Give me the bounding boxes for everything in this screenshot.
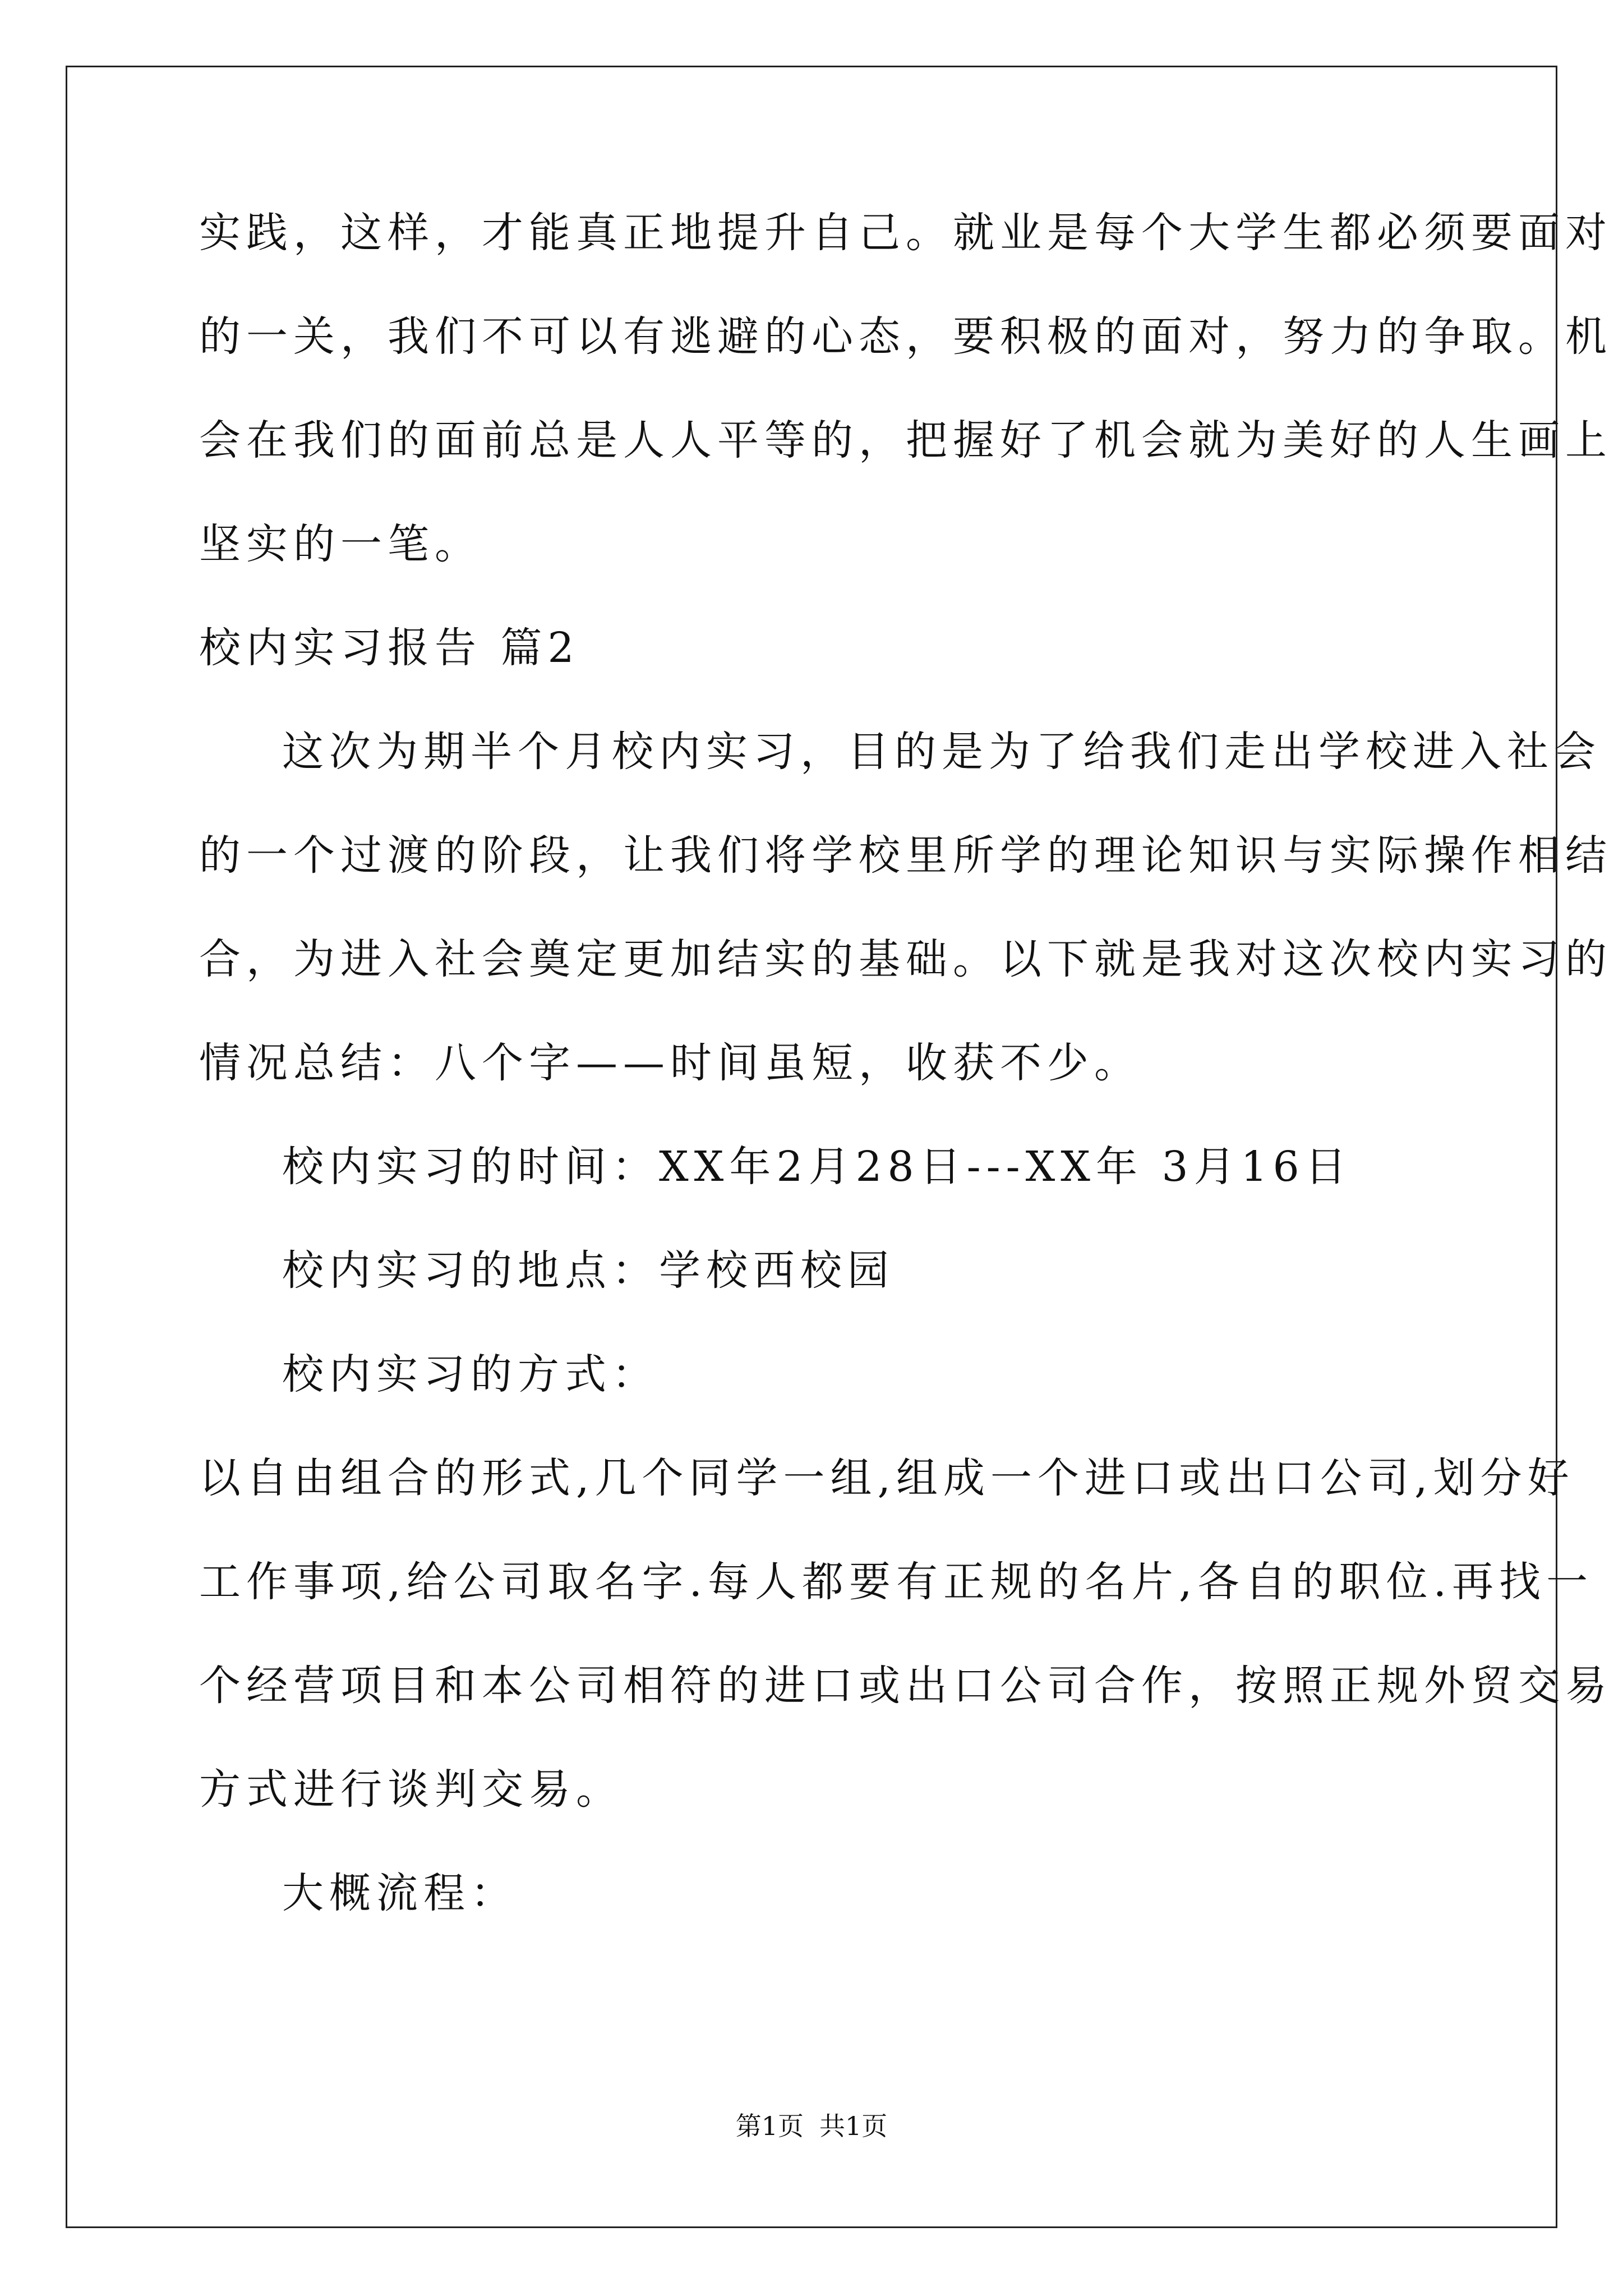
paragraph-line: 以自由组合的形式,几个同学一组,组成一个进口或出口公司,划分好 (199, 1454, 1575, 1502)
paragraph-line: 会在我们的面前总是人人平等的，把握好了机会就为美好的人生画上 (199, 416, 1612, 464)
paragraph-line: 的一关，我们不可以有逃避的心态，要积极的面对，努力的争取。机 (199, 312, 1612, 361)
section-heading: 校内实习报告 篇2 (199, 624, 580, 672)
paragraph-line: 工作事项,给公司取名字.每人都要有正规的名片,各自的职位.再找一 (199, 1558, 1594, 1606)
paragraph-line: 方式进行谈判交易。 (199, 1765, 623, 1814)
paragraph-line: 实践，这样，才能真正地提升自己。就业是每个大学生都必须要面对 (199, 209, 1612, 257)
page-total: 共1页 (819, 2111, 888, 2141)
paragraph-line: 情况总结：八个字——时间虽短，收获不少。 (199, 1039, 1141, 1087)
info-time: 校内实习的时间：XX年2月28日---XX年 3月16日 (282, 1143, 1352, 1191)
paragraph-line: 的一个过渡的阶段，让我们将学校里所学的理论知识与实际操作相结 (199, 831, 1612, 880)
paragraph-line: 合，为进入社会奠定更加结实的基础。以下就是我对这次校内实习的 (199, 935, 1612, 983)
page-number: 第1页 (735, 2111, 804, 2141)
process-label: 大概流程： (282, 1869, 518, 1917)
paragraph-line: 坚实的一笔。 (199, 520, 482, 568)
page-footer (0, 2109, 1623, 2143)
paragraph-line: 个经营项目和本公司相符的进口或出口公司合作，按照正规外贸交易 (199, 1662, 1612, 1710)
info-location: 校内实习的地点：学校西校园 (282, 1246, 895, 1295)
info-method-label: 校内实习的方式： (282, 1350, 659, 1398)
paragraph-line: 这次为期半个月校内实习，目的是为了给我们走出学校进入社会 (282, 728, 1601, 776)
